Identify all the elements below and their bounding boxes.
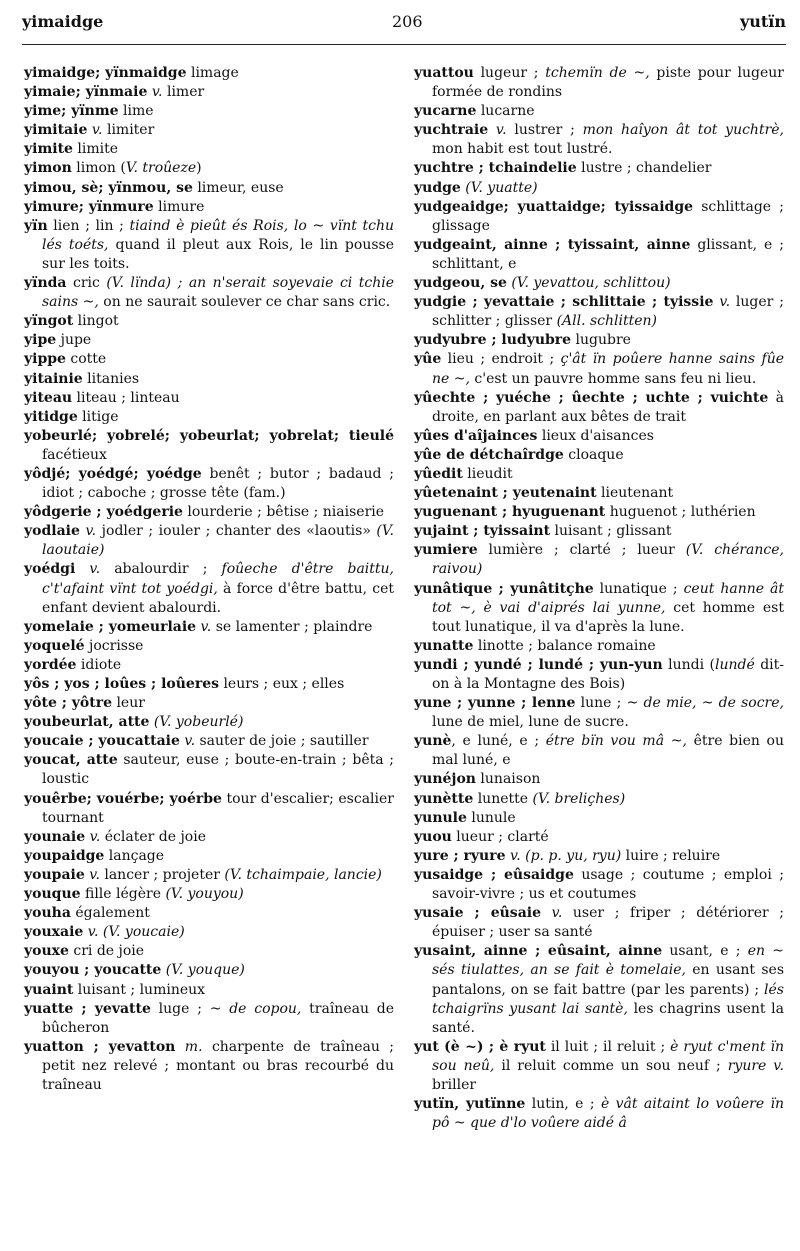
italic-text: tchemïn de ~, bbox=[545, 65, 650, 81]
dictionary-entry bbox=[414, 465, 784, 484]
dictionary-entry bbox=[24, 408, 394, 427]
definition-text: cric bbox=[66, 275, 107, 292]
headword: yôte ; yôtre bbox=[24, 695, 112, 712]
headword: yordée bbox=[24, 656, 77, 673]
definition-text: glissant, e ; schlittant, e bbox=[432, 236, 784, 272]
dictionary-entry bbox=[414, 637, 784, 656]
dictionary-entry bbox=[414, 790, 784, 809]
dictionary-entry bbox=[414, 770, 784, 789]
headword: yûechte ; yuéche ; ûechte ; uchte ; vuichte bbox=[414, 389, 769, 406]
italic-text: (V. chérance, raivou) bbox=[432, 542, 784, 578]
dictionary-entry bbox=[414, 293, 784, 331]
italic-text: v. (V. youcaie) bbox=[87, 924, 185, 941]
dictionary-entry bbox=[414, 64, 784, 102]
headword: yuguenant ; hyuguenant bbox=[414, 504, 606, 521]
dictionary-entry bbox=[414, 847, 784, 866]
headword: yuou bbox=[414, 828, 452, 845]
definition-text: luisant ; lumineux bbox=[73, 981, 206, 998]
headword: yuchtraie bbox=[414, 122, 489, 139]
definition-text: tour d'escalier; escalier tournant bbox=[42, 790, 394, 826]
definition-text: ) bbox=[196, 160, 202, 177]
headword: yunéjon bbox=[414, 771, 476, 788]
dictionary-entry bbox=[24, 618, 394, 637]
definition-text bbox=[75, 561, 89, 577]
headword: yudgeou, se bbox=[414, 275, 507, 292]
definition-text: lieu ; endroit ; bbox=[441, 351, 561, 368]
dictionary-entry bbox=[414, 274, 784, 293]
italic-text: ç'ât ïn poûere hanne sains fûe ne ~, bbox=[432, 351, 784, 387]
definition-text: se lamenter ; plaindre bbox=[211, 618, 373, 635]
headword: yûetenaint ; yeutenaint bbox=[414, 485, 597, 502]
headword: yunule bbox=[414, 809, 467, 826]
definition-text: , e luné, e ; bbox=[451, 733, 546, 750]
headword: yimure; yïnmure bbox=[24, 198, 154, 215]
headword: yujaint ; tyissaint bbox=[414, 523, 551, 540]
definition-text: lançage bbox=[104, 847, 165, 864]
dictionary-entry bbox=[24, 637, 394, 656]
dictionary-entry bbox=[24, 465, 394, 503]
headword: yudgie ; yevattaie ; schlittaie ; tyissie bbox=[414, 294, 714, 311]
headword: yimou, sè; yïnmou, se bbox=[24, 179, 193, 196]
headword: yuaint bbox=[24, 981, 74, 998]
dictionary-entry bbox=[24, 866, 394, 885]
italic-text: (V. laoutaie) bbox=[42, 523, 394, 559]
headword: yutïn, yutïnne bbox=[414, 1096, 526, 1113]
dictionary-entry bbox=[24, 961, 394, 980]
dictionary-entry bbox=[414, 522, 784, 541]
headword: yunatte bbox=[414, 637, 474, 654]
definition-text: facétieux bbox=[42, 446, 107, 463]
headword: yûes d'aîjainces bbox=[414, 427, 538, 444]
dictionary-entry bbox=[24, 560, 394, 617]
headword: yiteau bbox=[24, 389, 73, 406]
definition-text: lune ; bbox=[575, 695, 627, 712]
dictionary-entry bbox=[24, 942, 394, 961]
headword: yune ; yunne ; lenne bbox=[414, 695, 576, 712]
headword: yôdjé; yoédgé; yoédge bbox=[24, 465, 202, 482]
definition-text: à droite, en parlant aux bêtes de trait bbox=[432, 389, 785, 425]
definition-text: lunule bbox=[466, 809, 516, 826]
definition-text: lucarne bbox=[476, 103, 535, 120]
dictionary-entry bbox=[414, 809, 784, 828]
headword: younaie bbox=[24, 828, 86, 845]
dictionary-entry bbox=[414, 694, 784, 732]
definition-text: luire ; reluire bbox=[621, 847, 721, 864]
headword: yûedit bbox=[414, 465, 463, 482]
definition-text: il luit ; il reluit ; bbox=[545, 1038, 671, 1055]
dictionary-entry bbox=[414, 1095, 784, 1133]
definition-text: lugubre bbox=[571, 332, 631, 349]
definition-text: usant, e ; bbox=[662, 943, 748, 960]
dictionary-entry bbox=[24, 159, 394, 178]
dictionary-entry bbox=[24, 274, 394, 312]
headword: yuattou bbox=[414, 65, 474, 81]
headword: yundi ; yundé ; lundé ; yun-yun bbox=[414, 656, 663, 673]
dictionary-entry bbox=[414, 236, 784, 274]
definition-text: user ; friper ; détériorer ; épuiser ; user sa santé bbox=[432, 905, 784, 941]
dictionary-entry bbox=[414, 446, 784, 465]
headword: youque bbox=[24, 886, 81, 903]
italic-text: v. bbox=[89, 866, 100, 883]
headword: yimon bbox=[24, 160, 72, 177]
headword: yunètte bbox=[414, 790, 474, 807]
definition-text: lourderie ; bêtise ; niaiserie bbox=[182, 504, 385, 521]
dictionary-entry bbox=[414, 828, 784, 847]
dictionary-entry bbox=[24, 1038, 394, 1095]
definition-text: être bien ou mal luné, e bbox=[432, 733, 785, 769]
definition-text: limite bbox=[72, 141, 119, 158]
headword: yôs ; yos ; loûes ; loûeres bbox=[24, 676, 219, 692]
definition-text: cotte bbox=[65, 351, 107, 368]
definition-text: lieutenant bbox=[596, 485, 674, 502]
dictionary-entry bbox=[414, 580, 784, 637]
dictionary-entry bbox=[414, 484, 784, 503]
italic-text: v. bbox=[551, 905, 563, 922]
definition-text: cri de joie bbox=[68, 943, 145, 960]
italic-text: en ~ sés tiulattes, an se fait è tomelaie, bbox=[432, 943, 784, 979]
italic-text: ceut hanne ât tot ~, è vai d'aiprés lai yunne, bbox=[432, 580, 784, 616]
definition-text: litanies bbox=[82, 370, 140, 387]
definition-text: leur bbox=[112, 695, 145, 712]
italic-text: v. bbox=[91, 122, 103, 139]
italic-text: tiaind è pieût és Rois, lo ~ vïnt tchu lés toéts, bbox=[42, 217, 394, 253]
italic-text: v. bbox=[151, 84, 163, 101]
italic-text: (V. yevattou, schlittou) bbox=[511, 275, 671, 292]
italic-text: foûeche d'être baittu, c't'afaint vïnt tot yoédgi, bbox=[42, 561, 394, 597]
definition-text: sauteur, euse ; boute-en-train ; bêta ; loustic bbox=[42, 752, 394, 788]
dictionary-entry bbox=[24, 751, 394, 789]
dictionary-entry bbox=[24, 427, 394, 465]
definition-text: lune de miel, lune de sucre. bbox=[432, 714, 629, 731]
headword: yuatte ; yevatte bbox=[24, 1000, 151, 1017]
definition-text: fille légère bbox=[80, 886, 166, 903]
dictionary-entry bbox=[24, 923, 394, 942]
definition-text: cet homme est tout lunatique, il va d'après la lune. bbox=[432, 599, 784, 635]
italic-text: m. bbox=[184, 1038, 203, 1055]
headword: yobeurlé; yobrelé; yobeurlat; yobrelat; tieulé bbox=[24, 427, 394, 444]
dictionary-entry bbox=[24, 312, 394, 331]
definition-text: mon habit est tout lustré. bbox=[432, 141, 613, 158]
definition-text: limage bbox=[186, 65, 239, 81]
headword: yumiere bbox=[414, 542, 478, 559]
definition-text: leurs ; eux ; elles bbox=[219, 676, 345, 692]
definition-text: abalourdir ; bbox=[100, 561, 222, 578]
definition-text: quand il pleut aux Rois, le lin pousse sur les toits. bbox=[42, 236, 394, 272]
definition-text: luisant ; glissant bbox=[550, 523, 672, 540]
definition-text: schlittage ; glissage bbox=[432, 198, 784, 234]
definition-text: en usant ses pantalons, on se fait battre (par les parents) ; bbox=[432, 962, 785, 998]
dictionary-entry bbox=[414, 121, 784, 159]
dictionary-entry bbox=[24, 389, 394, 408]
definition-text: lustrer ; bbox=[506, 122, 583, 139]
definition-text: briller bbox=[432, 1076, 477, 1093]
page-number: 206 bbox=[392, 12, 423, 31]
italic-text: v. bbox=[184, 733, 196, 750]
definition-text: usage ; coutume ; emploi ; savoir-vivre ; us et coutumes bbox=[432, 866, 784, 903]
left-column bbox=[24, 64, 394, 1095]
dictionary-entry bbox=[24, 121, 394, 140]
headword: yusaie ; eûsaie bbox=[414, 905, 541, 922]
definition-text: huguenot ; luthérien bbox=[605, 504, 756, 521]
headword: youcaie ; youcattaie bbox=[24, 733, 180, 750]
definition-text: luge ; bbox=[150, 1000, 210, 1017]
dictionary-entry bbox=[414, 102, 784, 121]
definition-text: limer bbox=[162, 84, 205, 101]
dictionary-entry bbox=[24, 981, 394, 1000]
dictionary-entry bbox=[414, 331, 784, 350]
dictionary-entry bbox=[24, 331, 394, 350]
headword: yudgeaidge; yuattaidge; tyissaidge bbox=[414, 198, 694, 215]
headword: youha bbox=[24, 905, 71, 922]
headword: yïnda bbox=[24, 275, 67, 292]
headword: yime; yïnme bbox=[24, 103, 119, 120]
headword: yïngot bbox=[24, 313, 74, 330]
definition-text: sauter de joie ; sautiller bbox=[195, 733, 369, 750]
definition-text: piste pour lugeur formée de rondins bbox=[432, 65, 784, 101]
headword: yimaidge; yïnmaidge bbox=[24, 65, 187, 81]
dictionary-entry bbox=[414, 179, 784, 198]
italic-text: V. troûeze bbox=[125, 160, 197, 177]
headword: yut (è ~) ; è ryut bbox=[414, 1038, 546, 1055]
headword: yimaie; yïnmaie bbox=[24, 84, 148, 101]
definition-text: jocrisse bbox=[84, 637, 144, 654]
dictionary-entry bbox=[414, 732, 784, 770]
headword: yôdgerie ; yoédgerie bbox=[24, 504, 183, 521]
header-last-word: yutïn bbox=[739, 12, 786, 31]
headword: yudge bbox=[414, 179, 461, 196]
dictionary-entry bbox=[24, 217, 394, 274]
definition-text: limure bbox=[153, 198, 205, 215]
headword: yusaint, ainne ; eûsaint, ainne bbox=[414, 943, 663, 960]
definition-text: éclater de joie bbox=[100, 828, 206, 845]
headword: yûe de détchaîrdge bbox=[414, 446, 564, 463]
definition-text: lime bbox=[118, 103, 154, 120]
dictionary-entry bbox=[24, 102, 394, 121]
headword: yoquelé bbox=[24, 637, 85, 654]
italic-text: v. bbox=[89, 561, 101, 578]
dictionary-entry bbox=[414, 942, 784, 1037]
italic-text: v. bbox=[719, 294, 731, 311]
italic-text: v. bbox=[200, 618, 212, 635]
definition-text: lieux d'aisances bbox=[537, 427, 654, 444]
dictionary-entry bbox=[24, 83, 394, 102]
italic-text: (V. yuatte) bbox=[465, 179, 538, 196]
headword: yoédgi bbox=[24, 561, 76, 578]
italic-text: (All. schlitten) bbox=[556, 313, 658, 330]
dictionary-entry bbox=[414, 198, 784, 236]
running-header bbox=[22, 12, 786, 38]
dictionary-entry bbox=[24, 179, 394, 198]
definition-text: lunatique ; bbox=[593, 580, 684, 597]
dictionary-entry bbox=[414, 656, 784, 694]
dictionary-entry bbox=[414, 904, 784, 942]
definition-text: idiote bbox=[76, 656, 122, 673]
dictionary-entry bbox=[24, 370, 394, 389]
definition-text: lancer ; projeter bbox=[99, 866, 225, 883]
dictionary-entry bbox=[24, 790, 394, 828]
headword: yucarne bbox=[414, 103, 477, 120]
definition-text: jodler ; iouler ; chanter des «laoutis» bbox=[96, 523, 377, 540]
dictionary-entry bbox=[24, 828, 394, 847]
definition-text: les chagrins usent la santé. bbox=[432, 1000, 784, 1036]
header-first-word: yimaidge bbox=[22, 12, 104, 31]
definition-text: lugeur ; bbox=[473, 65, 546, 81]
italic-text: v. bbox=[85, 523, 97, 540]
definition-text: limon ( bbox=[71, 160, 126, 177]
headword: yimitaie bbox=[24, 122, 88, 139]
italic-text: étre bïn vou mâ ~, bbox=[545, 733, 687, 750]
definition-text: linotte ; balance romaine bbox=[473, 637, 656, 654]
dictionary-entry bbox=[24, 904, 394, 923]
dictionary-entry bbox=[24, 198, 394, 217]
definition-text: il reluit comme un sou neuf ; bbox=[494, 1057, 728, 1074]
headword: yomelaie ; yomeurlaie bbox=[24, 618, 197, 635]
dictionary-entry bbox=[24, 522, 394, 560]
italic-text: ryure v. bbox=[727, 1057, 785, 1074]
definition-text: lumière ; clarté ; lueur bbox=[477, 542, 686, 559]
dictionary-entry bbox=[24, 694, 394, 713]
italic-text: v. bbox=[89, 828, 101, 845]
dictionary-entry bbox=[24, 885, 394, 904]
definition-text: lingot bbox=[73, 313, 119, 330]
definition-text: litige bbox=[77, 408, 119, 425]
italic-text: v. bbox=[495, 122, 507, 139]
definition-text: charpente de traîneau ; petit nez relevé ; montant ou bras recourbé du traîneau bbox=[42, 1038, 395, 1093]
definition-text: également bbox=[70, 905, 150, 922]
italic-text: (V. lïnda) ; an n'serait soyevaie ci tchie sains ~, bbox=[42, 275, 394, 311]
dictionary-entry bbox=[414, 503, 784, 522]
definition-text: lieudit bbox=[462, 465, 513, 482]
italic-text: lundé bbox=[715, 656, 755, 673]
definition-text: cloaque bbox=[563, 446, 624, 463]
header-rule bbox=[22, 44, 786, 45]
headword: youpaie bbox=[24, 866, 85, 883]
italic-text: ~ de mie, ~ de socre, bbox=[626, 695, 784, 712]
definition-text: lueur ; clarté bbox=[451, 828, 549, 845]
definition-text: lunette bbox=[473, 790, 533, 807]
dictionary-entry bbox=[24, 732, 394, 751]
headword: yodlaie bbox=[24, 523, 80, 540]
dictionary-entry bbox=[24, 713, 394, 732]
italic-text: è ryut c'ment ïn sou neû, bbox=[432, 1038, 784, 1074]
definition-text: traîneau de bûcheron bbox=[42, 1000, 394, 1036]
italic-text: (V. tchaimpaie, lancie) bbox=[224, 866, 382, 883]
definition-text bbox=[488, 122, 496, 138]
italic-text: (V. youyou) bbox=[165, 886, 244, 903]
dictionary-entry bbox=[414, 389, 784, 427]
headword: yipe bbox=[24, 332, 57, 349]
dictionary-entry bbox=[414, 427, 784, 446]
dictionary-entry bbox=[24, 675, 394, 694]
dictionary-entry bbox=[414, 866, 784, 904]
headword: yunâtique ; yunâtitçhe bbox=[414, 580, 594, 597]
headword: youyou ; youcatte bbox=[24, 962, 162, 979]
definition-text: lutin, e ; bbox=[525, 1096, 601, 1113]
dictionary-entry bbox=[24, 64, 394, 83]
italic-text: (V. yobeurlé) bbox=[153, 714, 244, 731]
headword: youêrbe; vouérbe; yoérbe bbox=[24, 790, 222, 807]
definition-text: lundi ( bbox=[662, 656, 715, 673]
definition-text: limiter bbox=[102, 122, 155, 139]
dictionary-entry bbox=[24, 1000, 394, 1038]
headword: youxaie bbox=[24, 924, 84, 941]
italic-text: lés tchaigrïns yusant lai santè, bbox=[432, 981, 784, 1017]
italic-text: è vât aitaint lo voûere ïn pô ~ que d'lo voûere aidé â bbox=[432, 1096, 784, 1132]
dictionary-entry bbox=[24, 350, 394, 369]
italic-text: ~ de copou, bbox=[209, 1000, 302, 1017]
definition-text: lunaison bbox=[475, 771, 541, 788]
headword: youcat, atte bbox=[24, 752, 118, 769]
headword: yusaidge ; eûsaidge bbox=[414, 866, 574, 883]
definition-text: benêt ; butor ; badaud ; idiot ; caboche ; grosse tête (fam.) bbox=[42, 465, 394, 502]
headword: yunè bbox=[414, 733, 452, 750]
definition-text: jupe bbox=[56, 332, 92, 349]
definition-text: dit-on à la Montagne des Bois) bbox=[432, 656, 785, 692]
definition-text: à force d'être battu, cet enfant devient abalourdi. bbox=[42, 580, 394, 616]
definition-text: lustre ; chandelier bbox=[576, 160, 712, 177]
italic-text: v. (p. p. yu, ryu) bbox=[509, 847, 622, 864]
headword: yure ; ryure bbox=[414, 847, 506, 864]
headword: yippe bbox=[24, 351, 66, 368]
headword: yïn bbox=[24, 217, 48, 234]
definition-text bbox=[175, 1039, 184, 1055]
headword: yuatton ; yevatton bbox=[24, 1038, 176, 1055]
headword: yitidge bbox=[24, 408, 78, 425]
definition-text: limeur, euse bbox=[192, 179, 284, 196]
dictionary-entry bbox=[414, 350, 784, 388]
dictionary-entry bbox=[24, 847, 394, 866]
dictionary-entry bbox=[24, 656, 394, 675]
dictionary-entry bbox=[414, 159, 784, 178]
italic-text: mon haîyon ât tot yuchtrè, bbox=[582, 122, 784, 139]
definition-text: luger ; schlitter ; glisser bbox=[432, 294, 784, 330]
headword: youbeurlat, atte bbox=[24, 714, 150, 731]
headword: yudyubre ; ludyubre bbox=[414, 332, 572, 349]
dictionary-entry bbox=[414, 541, 784, 579]
headword: youpaidge bbox=[24, 847, 105, 864]
headword: yûe bbox=[414, 351, 442, 368]
headword: yimite bbox=[24, 141, 73, 158]
headword: youxe bbox=[24, 943, 69, 960]
definition-text: c'est un pauvre homme sans feu ni lieu. bbox=[469, 370, 757, 387]
dictionary-entry bbox=[24, 503, 394, 522]
right-column bbox=[414, 64, 784, 1133]
headword: yitainie bbox=[24, 370, 83, 387]
definition-text: on ne saurait soulever ce char sans cric. bbox=[98, 294, 391, 311]
headword: yuchtre ; tchaindelie bbox=[414, 160, 577, 177]
italic-text: (V. breliçhes) bbox=[532, 790, 626, 807]
dictionary-entry bbox=[414, 1038, 784, 1095]
definition-text: lien ; lin ; bbox=[47, 217, 130, 234]
italic-text: (V. youque) bbox=[165, 962, 245, 979]
dictionary-entry bbox=[24, 140, 394, 159]
headword: yudgeaint, ainne ; tyissaint, ainne bbox=[414, 236, 691, 253]
definition-text bbox=[541, 905, 552, 921]
definition-text: liteau ; linteau bbox=[72, 389, 180, 406]
